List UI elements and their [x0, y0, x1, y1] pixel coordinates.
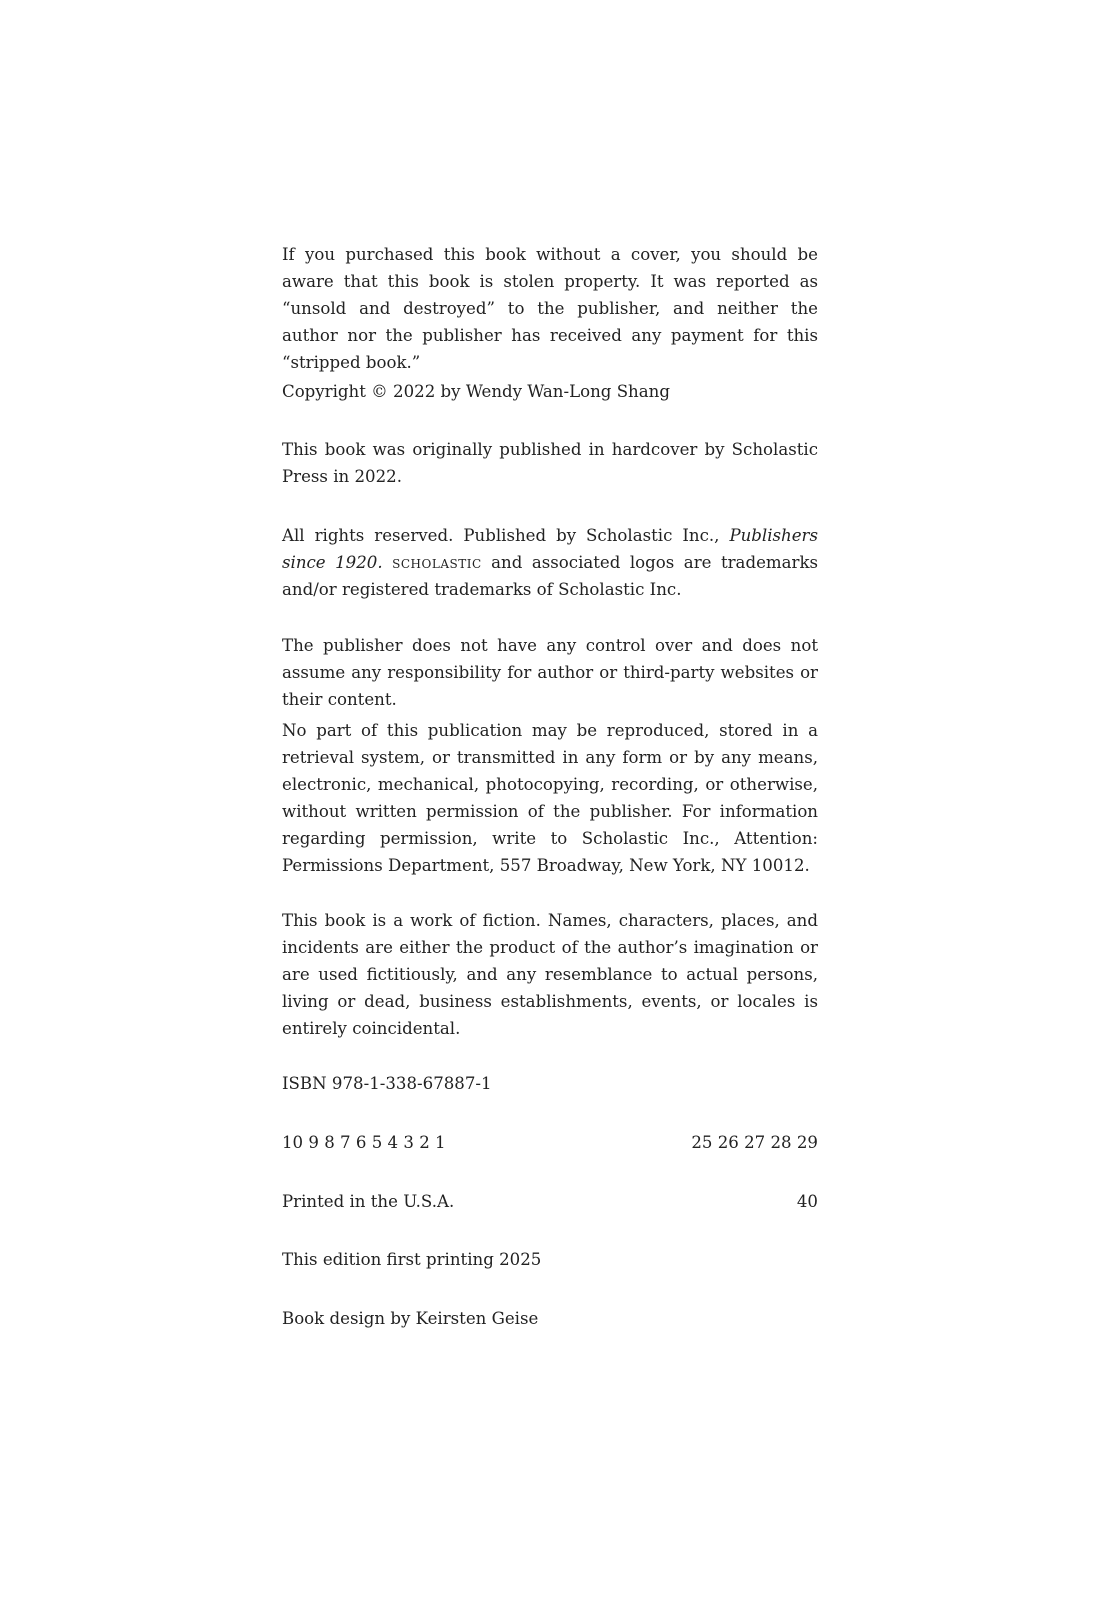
printed-in-line [282, 1188, 818, 1215]
original-publication-note: This book was originally published in hardcover by Scholastic Press in 2022. [282, 440, 818, 486]
fiction-notice: This book is a work of fiction. Names, characters, places, and incidents are either the product of the author’s imagination or are used fictitiously, and any resemblance to actual persons, living or dead, business establishments, events, or locales is entirely coincidental. [282, 911, 818, 1038]
copyright-line: Copyright © 2022 by Wendy Wan-Long Shang [282, 382, 670, 401]
rights-notice [282, 522, 818, 603]
rights-lead: All rights reserved. Published by Scholastic Inc., [282, 526, 730, 545]
printing-numbers-right: 25 26 27 28 29 [691, 1133, 818, 1152]
edition-line: This edition first printing 2025 [282, 1250, 542, 1269]
printing-numbers-left: 10 9 8 7 6 5 4 3 2 1 [282, 1133, 446, 1152]
rights-italic: Publishers since 1920. [282, 526, 818, 572]
printer-code: 40 [796, 1192, 818, 1211]
website-disclaimer: The publisher does not have any control over and does not assume any responsibility for author or third-party websites or their content. [282, 636, 818, 709]
trademark-word: scholastic [392, 553, 482, 572]
printed-in: Printed in the U.S.A. [282, 1192, 455, 1211]
stripped-book-notice: If you purchased this book without a cover, you should be aware that this book is stolen property. It was reported as “unsold and destroyed” to the publisher, and neither the author nor the publisher has received any payment for this “stripped book.” [282, 245, 818, 372]
book-design-credit: Book design by Keirsten Geise [282, 1309, 539, 1328]
trademark-rest: and associated logos are trademarks and/or registered trademarks of Scholastic Inc. [282, 553, 819, 599]
printing-line [282, 1129, 818, 1156]
reproduction-notice: No part of this publication may be reproduced, stored in a retrieval system, or transmitted in any form or by any means, electronic, mechanical, photocopying, recording, or otherwise, without written permission of the publisher. For information regarding permission, write to Scholastic Inc., Attention: Permissions Department, 557 Broadway, New York, NY 10012. [282, 721, 818, 875]
isbn: ISBN 978-1-338-67887-1 [282, 1074, 492, 1093]
